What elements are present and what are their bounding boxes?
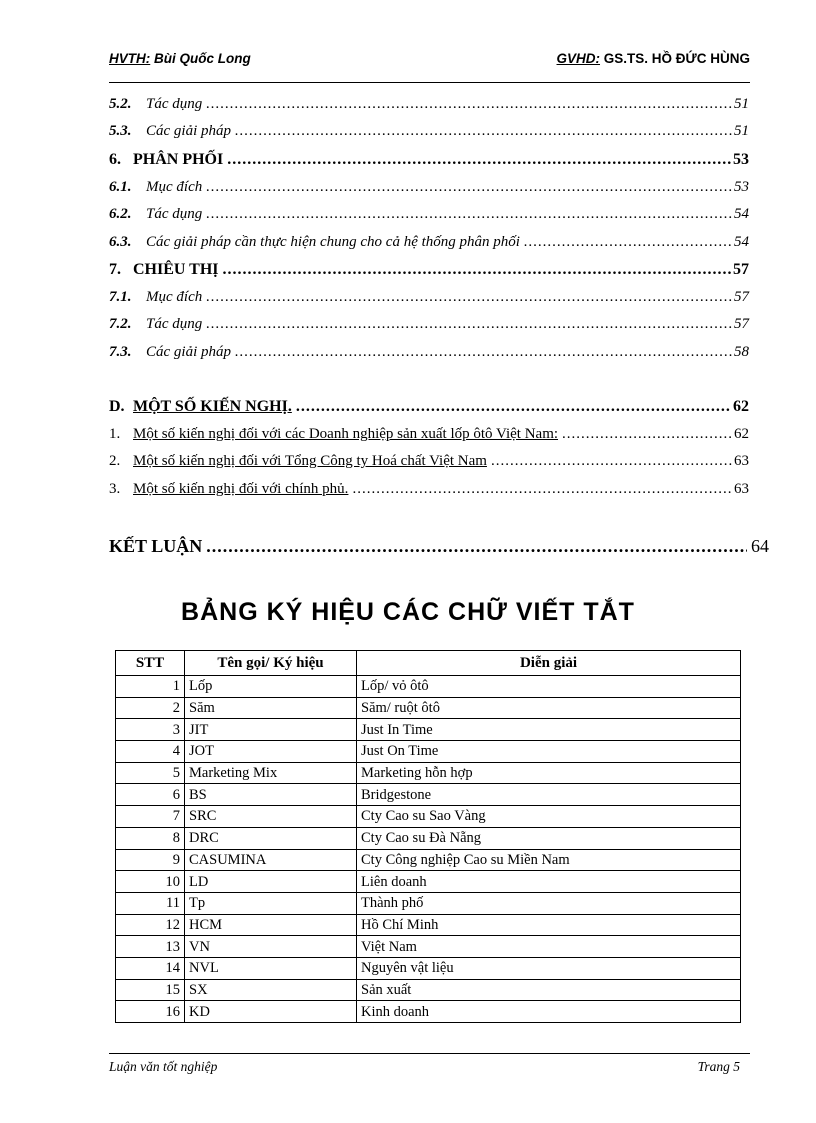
toc-entry-title: Tác dụng [146, 96, 203, 112]
toc-entry[interactable] [109, 289, 769, 311]
cell-term: CASUMINA [185, 849, 357, 871]
toc-entry-title: Một số kiến nghị đối với các Doanh nghiệp sản xuất lốp ôtô Việt Nam: [133, 426, 559, 442]
toc-entry-page: 51 [734, 123, 749, 139]
toc-section[interactable] [109, 151, 769, 173]
toc-leader [235, 344, 732, 361]
toc-entry-title: KẾT LUẬN [109, 536, 203, 556]
table-row [116, 719, 741, 741]
table-row [116, 676, 741, 698]
toc-entry-page: 51 [734, 96, 749, 112]
table-row [116, 936, 741, 958]
toc-section[interactable] [109, 261, 769, 283]
toc-entry-title: Các giải pháp [146, 123, 231, 139]
toc-entry-number: 7. [109, 261, 121, 278]
toc-entry-number: 6.1. [109, 179, 132, 195]
table-row [116, 849, 741, 871]
toc-entry[interactable] [109, 179, 769, 201]
cell-stt: 4 [116, 741, 185, 763]
column-header-explanation: Diễn giải [357, 651, 741, 676]
toc-entry-page: 62 [734, 426, 749, 442]
toc-conclusion[interactable] [109, 536, 769, 558]
cell-explanation: Việt Nam [357, 936, 741, 958]
toc-entry[interactable] [109, 206, 769, 228]
footer-rule [109, 1053, 750, 1054]
toc-entry-title: MỘT SỐ KIẾN NGHỊ. [133, 398, 292, 415]
toc-entry-number: 5.3. [109, 123, 132, 139]
toc-entry-page: 62 [733, 398, 749, 415]
cell-term: DRC [185, 827, 357, 849]
toc-leader [235, 123, 732, 140]
toc-entry-page: 63 [734, 481, 749, 497]
cell-stt: 14 [116, 957, 185, 979]
toc-leader [562, 426, 732, 443]
table-row [116, 1001, 741, 1023]
cell-term: HCM [185, 914, 357, 936]
cell-term: NVL [185, 957, 357, 979]
cell-stt: 3 [116, 719, 185, 741]
table-row [116, 762, 741, 784]
toc-leader [206, 96, 732, 113]
toc-leader [524, 234, 732, 251]
toc-entry-title: PHÂN PHỐI [133, 151, 224, 168]
cell-stt: 6 [116, 784, 185, 806]
cell-term: Lốp [185, 676, 357, 698]
toc-entry-number: 6.2. [109, 206, 132, 222]
column-header-stt: STT [116, 651, 185, 676]
cell-term: LD [185, 871, 357, 893]
toc-entry-page: 53 [733, 151, 749, 168]
table-row [116, 697, 741, 719]
cell-stt: 8 [116, 827, 185, 849]
cell-term: JOT [185, 741, 357, 763]
table-row [116, 914, 741, 936]
cell-explanation: Săm/ ruột ôtô [357, 697, 741, 719]
cell-explanation: Lốp/ vỏ ôtô [357, 676, 741, 698]
cell-stt: 12 [116, 914, 185, 936]
toc-entry[interactable] [109, 344, 769, 366]
cell-term: Marketing Mix [185, 762, 357, 784]
cell-explanation: Hồ Chí Minh [357, 914, 741, 936]
cell-stt: 16 [116, 1001, 185, 1023]
footer-thesis-label: Luận văn tốt nghiệp [109, 1059, 218, 1074]
toc-leader [206, 316, 732, 333]
toc-entry-number: 1. [109, 426, 121, 442]
toc-entry-page: 63 [734, 453, 749, 469]
toc-entry[interactable] [109, 481, 769, 503]
toc-leader [223, 261, 731, 279]
cell-stt: 7 [116, 806, 185, 828]
toc-entry-number: 7.2. [109, 316, 132, 332]
toc-entry-page: 58 [734, 344, 749, 360]
toc-entry-number: 6. [109, 151, 121, 168]
toc-entry[interactable] [109, 234, 769, 256]
table-row [116, 957, 741, 979]
toc-leader [491, 453, 732, 470]
toc-entry-number: 6.3. [109, 234, 132, 250]
cell-stt: 10 [116, 871, 185, 893]
cell-explanation: Bridgestone [357, 784, 741, 806]
cell-explanation: Liên doanh [357, 871, 741, 893]
toc-entry-title: Tác dụng [146, 206, 203, 222]
toc-entry-page: 64 [751, 536, 769, 556]
toc-entry-title: Các giải pháp [146, 344, 231, 360]
cell-term: VN [185, 936, 357, 958]
toc-entry-number: 7.3. [109, 344, 132, 360]
table-row [116, 979, 741, 1001]
toc-entry-number: 7.1. [109, 289, 132, 305]
toc-entry-title: Mục đích [146, 179, 203, 195]
toc-entry-title: Một số kiến nghị đối với chính phủ. [133, 481, 349, 497]
cell-stt: 1 [116, 676, 185, 698]
toc-entry-title: Một số kiến nghị đối với Tổng Công ty Hoá chất Việt Nam [133, 453, 487, 469]
table-row [116, 892, 741, 914]
cell-explanation: Just On Time [357, 741, 741, 763]
header-advisor-name: GS.TS. HỒ ĐỨC HÙNG [603, 51, 750, 66]
toc-entry-title: CHIÊU THỊ [133, 261, 219, 278]
toc-entry-page: 57 [734, 316, 749, 332]
column-header-term: Tên gọi/ Ký hiệu [185, 651, 357, 676]
toc-entry-page: 54 [734, 234, 749, 250]
toc-entry-page: 57 [733, 261, 749, 278]
cell-explanation: Cty Cao su Sao Vàng [357, 806, 741, 828]
cell-explanation: Kinh doanh [357, 1001, 741, 1023]
toc-leader [227, 151, 731, 169]
cell-term: BS [185, 784, 357, 806]
toc-leader [206, 179, 732, 196]
toc-leader [296, 398, 731, 416]
cell-stt: 11 [116, 892, 185, 914]
cell-term: KD [185, 1001, 357, 1023]
header-student-name: Bùi Quốc Long [154, 51, 251, 66]
header-advisor [557, 51, 750, 66]
toc-leader [206, 206, 732, 223]
abbreviation-table [115, 650, 741, 1023]
toc-entry-title: Tác dụng [146, 316, 203, 332]
cell-term: JIT [185, 719, 357, 741]
abbreviation-table-title: BẢNG KÝ HIỆU CÁC CHỮ VIẾT TẮT [181, 598, 635, 626]
toc-entry-page: 54 [734, 206, 749, 222]
cell-explanation: Sản xuất [357, 979, 741, 1001]
table-row [116, 806, 741, 828]
toc-leader [206, 536, 747, 557]
cell-explanation: Thành phố [357, 892, 741, 914]
toc-entry[interactable] [109, 316, 769, 338]
cell-stt: 9 [116, 849, 185, 871]
cell-explanation: Just In Time [357, 719, 741, 741]
header-advisor-label: GVHD: [556, 51, 601, 66]
toc-part[interactable] [109, 398, 769, 420]
table-row [116, 871, 741, 893]
table-row [116, 784, 741, 806]
page-header [109, 51, 750, 73]
cell-term: SX [185, 979, 357, 1001]
cell-explanation: Marketing hỗn hợp [357, 762, 741, 784]
toc-entry[interactable] [109, 123, 769, 145]
toc-entry-title: Các giải pháp cần thực hiện chung cho cả hệ thống phân phối [146, 234, 520, 250]
toc-leader [352, 481, 732, 498]
toc-entry[interactable] [109, 426, 769, 448]
cell-explanation: Nguyên vật liệu [357, 957, 741, 979]
page-number: Trang 5 [697, 1059, 740, 1074]
cell-term: SRC [185, 806, 357, 828]
table-header-row [116, 651, 741, 676]
cell-explanation: Cty Cao su Đà Nẵng [357, 827, 741, 849]
header-student [109, 51, 251, 66]
table-row [116, 741, 741, 763]
cell-explanation: Cty Công nghiệp Cao su Miền Nam [357, 849, 741, 871]
toc-entry-number: 5.2. [109, 96, 132, 112]
toc-entry-page: 53 [734, 179, 749, 195]
toc-entry-number: D. [109, 398, 125, 415]
cell-term: Săm [185, 697, 357, 719]
cell-term: Tp [185, 892, 357, 914]
toc-entry[interactable] [109, 453, 769, 475]
cell-stt: 5 [116, 762, 185, 784]
header-student-label: HVTH: [109, 51, 151, 66]
toc-entry-page: 57 [734, 289, 749, 305]
toc-entry-number: 2. [109, 453, 121, 469]
cell-stt: 15 [116, 979, 185, 1001]
toc-entry[interactable] [109, 96, 769, 118]
header-rule [109, 82, 750, 83]
cell-stt: 2 [116, 697, 185, 719]
toc-leader [206, 289, 732, 306]
toc-entry-title: Mục đích [146, 289, 203, 305]
toc-entry-number: 3. [109, 481, 121, 497]
table-row [116, 827, 741, 849]
cell-stt: 13 [116, 936, 185, 958]
